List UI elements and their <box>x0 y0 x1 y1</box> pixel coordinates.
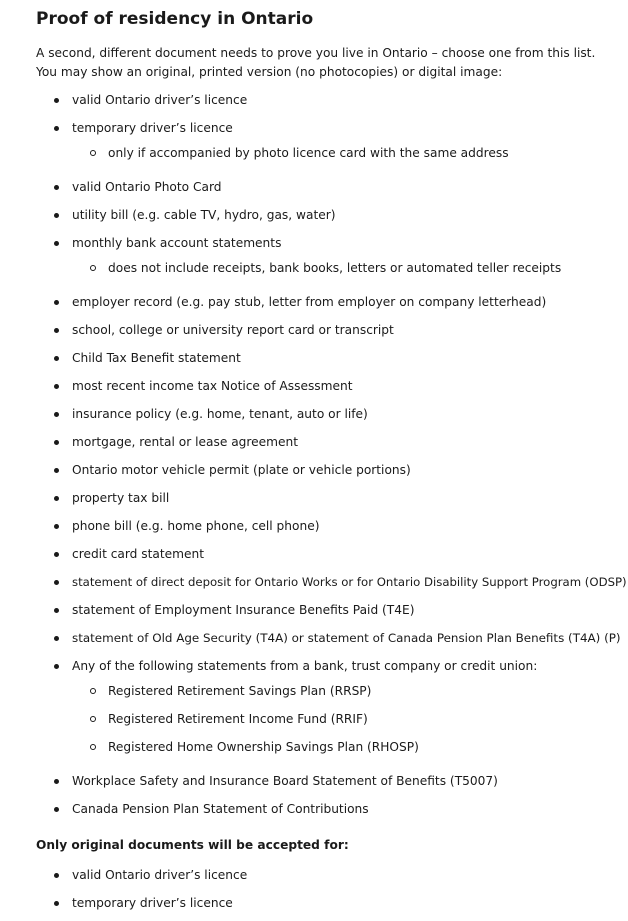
bullet-icon <box>54 580 59 585</box>
page-title: Proof of residency in Ontario <box>36 9 314 29</box>
list-item: valid Ontario driver’s licence <box>72 867 247 883</box>
bullet-icon <box>54 440 59 445</box>
bullet-icon <box>54 412 59 417</box>
bullet-icon <box>54 496 59 501</box>
bullet-icon <box>54 98 59 103</box>
sub-list-item: Registered Retirement Savings Plan (RRSP) <box>108 683 371 699</box>
list-item: temporary driver’s licence <box>72 120 233 136</box>
originals-label: Only original documents will be accepted for: <box>36 838 349 852</box>
list-item: property tax bill <box>72 490 169 506</box>
sub-list-item: Registered Retirement Income Fund (RRIF) <box>108 711 368 727</box>
list-item: statement of direct deposit for Ontario Works or for Ontario Disability Support Program (ODSP) <box>72 574 627 590</box>
bullet-icon <box>54 185 59 190</box>
list-item: valid Ontario driver’s licence <box>72 92 247 108</box>
list-item: school, college or university report card or transcript <box>72 322 394 338</box>
list-item: phone bill (e.g. home phone, cell phone) <box>72 518 319 534</box>
list-item: Workplace Safety and Insurance Board Statement of Benefits (T5007) <box>72 773 498 789</box>
list-item: Any of the following statements from a bank, trust company or credit union: <box>72 658 537 674</box>
list-item: Canada Pension Plan Statement of Contributions <box>72 801 369 817</box>
bullet-icon <box>54 213 59 218</box>
bullet-icon <box>54 608 59 613</box>
sub-list-item: Registered Home Ownership Savings Plan (RHOSP) <box>108 739 419 755</box>
bullet-icon <box>54 126 59 131</box>
bullet-icon <box>54 468 59 473</box>
list-item: credit card statement <box>72 546 204 562</box>
list-item: utility bill (e.g. cable TV, hydro, gas, water) <box>72 207 336 223</box>
bullet-icon <box>54 901 59 906</box>
bullet-icon <box>54 807 59 812</box>
list-item: employer record (e.g. pay stub, letter from employer on company letterhead) <box>72 294 546 310</box>
list-item: insurance policy (e.g. home, tenant, auto or life) <box>72 406 368 422</box>
circle-bullet-icon <box>90 688 96 694</box>
list-item: most recent income tax Notice of Assessment <box>72 378 353 394</box>
bullet-icon <box>54 300 59 305</box>
sub-list-item: does not include receipts, bank books, letters or automated teller receipts <box>108 260 561 276</box>
bullet-icon <box>54 356 59 361</box>
bullet-icon <box>54 664 59 669</box>
circle-bullet-icon <box>90 265 96 271</box>
list-item: monthly bank account statements <box>72 235 281 251</box>
bullet-icon <box>54 552 59 557</box>
list-item: mortgage, rental or lease agreement <box>72 434 298 450</box>
sub-list-item: only if accompanied by photo licence card with the same address <box>108 145 509 161</box>
intro-paragraph: A second, different document needs to prove you live in Ontario – choose one from this list. You may show an original, printed version (no photocopies) or digital image: <box>36 46 596 79</box>
bullet-icon <box>54 241 59 246</box>
list-item: Child Tax Benefit statement <box>72 350 241 366</box>
circle-bullet-icon <box>90 744 96 750</box>
bullet-icon <box>54 384 59 389</box>
bullet-icon <box>54 524 59 529</box>
list-item: Ontario motor vehicle permit (plate or vehicle portions) <box>72 462 411 478</box>
bullet-icon <box>54 873 59 878</box>
circle-bullet-icon <box>90 150 96 156</box>
bullet-icon <box>54 636 59 641</box>
bullet-icon <box>54 328 59 333</box>
list-item: statement of Employment Insurance Benefits Paid (T4E) <box>72 602 414 618</box>
bullet-icon <box>54 779 59 784</box>
list-item: statement of Old Age Security (T4A) or statement of Canada Pension Plan Benefits (T4A) (P) <box>72 630 621 646</box>
list-item: temporary driver’s licence <box>72 895 233 911</box>
circle-bullet-icon <box>90 716 96 722</box>
list-item: valid Ontario Photo Card <box>72 179 222 195</box>
